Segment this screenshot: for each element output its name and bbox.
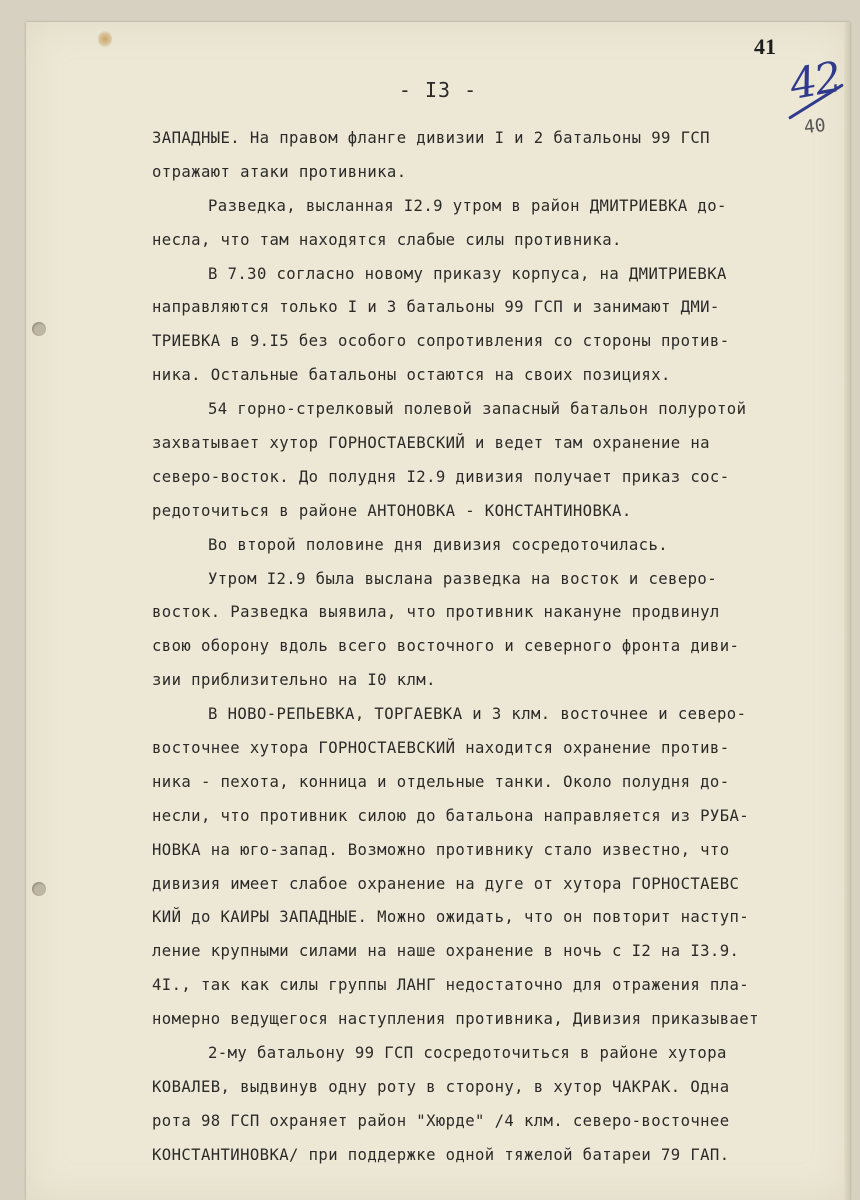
text-line: номерно ведущегося наступления противника, Дивизия приказывает [152,1010,759,1029]
text-line: свою оборону вдоль всего восточного и северного фронта диви- [152,637,740,656]
text-line: восточнее хутора ГОРНОСТАЕВСКИЙ находится охранение против- [152,739,730,758]
text-line: северо-восток. До полудня I2.9 дивизия получает приказ сос- [152,467,730,486]
text-line: захватывает хутор ГОРНОСТАЕВСКИЙ и ведет там охранение на [152,434,710,453]
text-line: несла, что там находятся слабые силы противника. [152,230,622,249]
text-line: 2-му батальону 99 ГСП сосредоточиться в районе хутора [208,1044,727,1063]
text-line: восток. Разведка выявила, что противник накануне продвинул [152,603,720,622]
text-line: ника - пехота, конница и отдельные танки. Около полудня до- [152,772,730,791]
text-line: редоточиться в районе АНТОНОВКА - КОНСТАНТИНОВКА. [152,501,632,520]
text-line: В НОВО-РЕПЬЕВКА, ТОРГАЕВКА и 3 клм. восточнее и северо- [208,705,747,724]
text-line: НОВКА на юго-запад. Возможно противнику стало известно, что [152,840,730,859]
page-number: - I3 - [398,78,478,102]
text-line: ЗАПАДНЫЕ. На правом фланге дивизии I и 2 батальоны 99 ГСП [152,129,710,147]
text-line: 54 горно-стрелковый полевой запасный батальон полуротой [208,400,747,419]
sheet-edge [844,22,850,1200]
text-line: Разведка, высланная I2.9 утром в район ДМИТРИЕВКА до- [208,196,727,215]
text-line: В 7.30 согласно новому приказу корпуса, на ДМИТРИЕВКА [208,264,727,283]
paper-sheet [26,22,850,1200]
document-body [152,122,842,1173]
text-line: КИЙ до КАИРЫ ЗАПАДНЫЕ. Можно ожидать, что он повторит наступ- [152,908,750,927]
text-line: 4I., так как силы группы ЛАНГ недостаточно для отражения пла- [152,976,750,995]
binder-hole [32,882,46,896]
text-line: рота 98 ГСП охраняет район "Хюрде" /4 клм. северо-восточнее [152,1111,730,1130]
text-line: несли, что противник силою до батальона направляется из РУБА- [152,806,750,825]
text-line: ника. Остальные батальоны остаются на своих позициях. [152,366,671,385]
text-line: Во второй половине дня дивизия сосредоточилась. [208,535,669,554]
binder-hole [32,322,46,336]
handwritten-page-number: 42 [786,52,844,109]
text-line: зии приблизительно на I0 клм. [152,671,436,690]
text-line: КОНСТАНТИНОВКА/ при поддержке одной тяжелой батареи 79 ГАП. [152,1145,730,1164]
paper-stain [98,30,112,48]
text-line: КОВАЛЕВ, выдвинув одну роту в сторону, в хутор ЧАКРАК. Одна [152,1077,730,1096]
text-line: направляются только I и 3 батальоны 99 ГСП и занимают ДМИ- [152,298,720,317]
text-line: Утром I2.9 была выслана разведка на восток и северо- [208,569,717,588]
text-line: дивизия имеет слабое охранение на дуге от хутора ГОРНОСТАЕВС [152,874,740,893]
crossed-out-page-number: 40 [802,114,827,139]
text-line: ТРИЕВКА в 9.I5 без особого сопротивления со стороны против- [152,332,730,351]
archive-number: 41 [754,34,776,59]
text-line: ление крупными силами на наше охранение в ночь с I2 на I3.9. [152,942,740,961]
text-line: отражают атаки противника. [152,162,407,181]
